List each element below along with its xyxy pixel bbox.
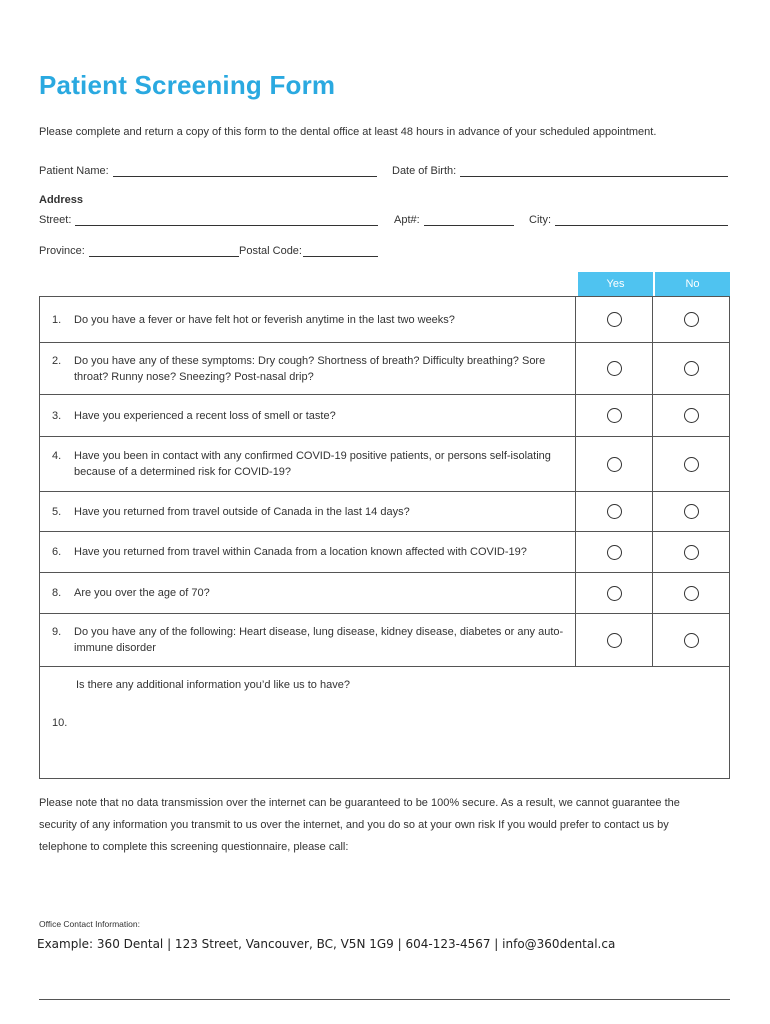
yes-radio-4[interactable]	[607, 457, 622, 472]
question-number: 10.	[52, 716, 68, 729]
question-row-6	[40, 532, 729, 573]
question-text: Are you over the age of 70?	[74, 587, 210, 599]
question-number: 2.	[52, 355, 62, 367]
no-radio-8[interactable]	[684, 586, 699, 601]
question-text: Do you have any of the following: Heart disease, lung disease, kidney disease, diabetes or any auto-immune disorder	[74, 626, 564, 654]
no-radio-1[interactable]	[684, 312, 699, 327]
question-text: Have you experienced a recent loss of smell or taste?	[74, 409, 336, 422]
yes-radio-3[interactable]	[607, 408, 622, 423]
dob-label: Date of Birth:	[392, 165, 457, 177]
province-label: Province:	[39, 245, 85, 257]
postal-code-field[interactable]	[303, 244, 378, 257]
no-radio-5[interactable]	[684, 504, 699, 519]
no-radio-3[interactable]	[684, 408, 699, 423]
questions-table	[39, 296, 730, 779]
city-field[interactable]	[555, 213, 728, 226]
question-row-8	[40, 573, 729, 614]
city-label: City:	[529, 214, 551, 226]
question-row-1	[40, 297, 729, 343]
contact-example: Example: 360 Dental | 123 Street, Vancouver, BC, V5N 1G9 | 604-123-4567 | info@360dental.ca	[37, 937, 616, 951]
question-row-2	[40, 343, 729, 395]
dob-field[interactable]	[460, 164, 728, 177]
street-label: Street:	[39, 214, 72, 226]
apt-row	[394, 213, 514, 226]
dob-row	[392, 164, 728, 177]
no-radio-4[interactable]	[684, 457, 699, 472]
street-row	[39, 213, 378, 226]
province-row	[39, 244, 239, 257]
question-text: Do you have a fever or have felt hot or feverish anytime in the last two weeks?	[74, 313, 455, 326]
question-row-3	[40, 395, 729, 437]
yes-radio-5[interactable]	[607, 504, 622, 519]
apt-field[interactable]	[424, 213, 514, 226]
yes-radio-8[interactable]	[607, 586, 622, 601]
question-row-5	[40, 492, 729, 532]
question-text: Have you been in contact with any confirmed COVID-19 positive patients, or persons self-isolating because of a determined risk for COVID-19?	[74, 450, 551, 478]
postal-code-row	[239, 244, 378, 257]
patient-name-row	[39, 164, 377, 177]
question-row-4	[40, 437, 729, 492]
province-field[interactable]	[89, 244, 239, 257]
question-number: 6.	[52, 546, 62, 558]
yes-radio-1[interactable]	[607, 312, 622, 327]
question-text: Have you returned from travel within Canada from a location known affected with COVID-19?	[74, 546, 527, 558]
question-number: 5.	[52, 505, 62, 518]
yes-radio-9[interactable]	[607, 633, 622, 648]
street-field[interactable]	[75, 213, 378, 226]
question-text: Have you returned from travel outside of Canada in the last 14 days?	[74, 505, 410, 518]
postal-code-label: Postal Code:	[239, 245, 302, 257]
question-text: Is there any additional information you’d like us to have?	[76, 679, 350, 691]
bottom-divider	[39, 999, 730, 1000]
yes-column-header: Yes	[578, 272, 653, 296]
no-radio-6[interactable]	[684, 545, 699, 560]
question-row-9	[40, 614, 729, 667]
question-number: 8.	[52, 587, 62, 599]
city-row	[529, 213, 728, 226]
no-radio-2[interactable]	[684, 361, 699, 376]
yes-radio-6[interactable]	[607, 545, 622, 560]
privacy-note: Please note that no data transmission over the internet can be guaranteed to be 100% secure. As a result, we cannot guarantee the security of any information you transmit to us over the internet, and you do so at your own risk If you would prefer to contact us by telephone to complete this screening questionnaire, please call:	[39, 797, 680, 853]
yes-radio-2[interactable]	[607, 361, 622, 376]
question-number: 3.	[52, 409, 62, 422]
form-title: Patient Screening Form	[39, 70, 336, 100]
question-text: Do you have any of these symptoms: Dry cough? Shortness of breath? Difficulty breathing? Sore throat? Runny nose? Sneezing? Post-nasal drip?	[74, 354, 546, 383]
patient-name-label: Patient Name:	[39, 165, 109, 177]
no-column-header: No	[655, 272, 730, 296]
apt-label: Apt#:	[394, 214, 420, 226]
contact-label: Office Contact Information:	[39, 919, 140, 929]
question-number: 9.	[52, 626, 62, 638]
no-radio-9[interactable]	[684, 633, 699, 648]
address-heading: Address	[39, 194, 84, 206]
question-number: 4.	[52, 450, 62, 462]
question-number: 1.	[52, 313, 62, 326]
question-row-10[interactable]	[40, 667, 729, 778]
intro-text: Please complete and return a copy of this form to the dental office at least 48 hours in advance of your scheduled appointment.	[39, 126, 657, 138]
patient-name-field[interactable]	[113, 164, 377, 177]
